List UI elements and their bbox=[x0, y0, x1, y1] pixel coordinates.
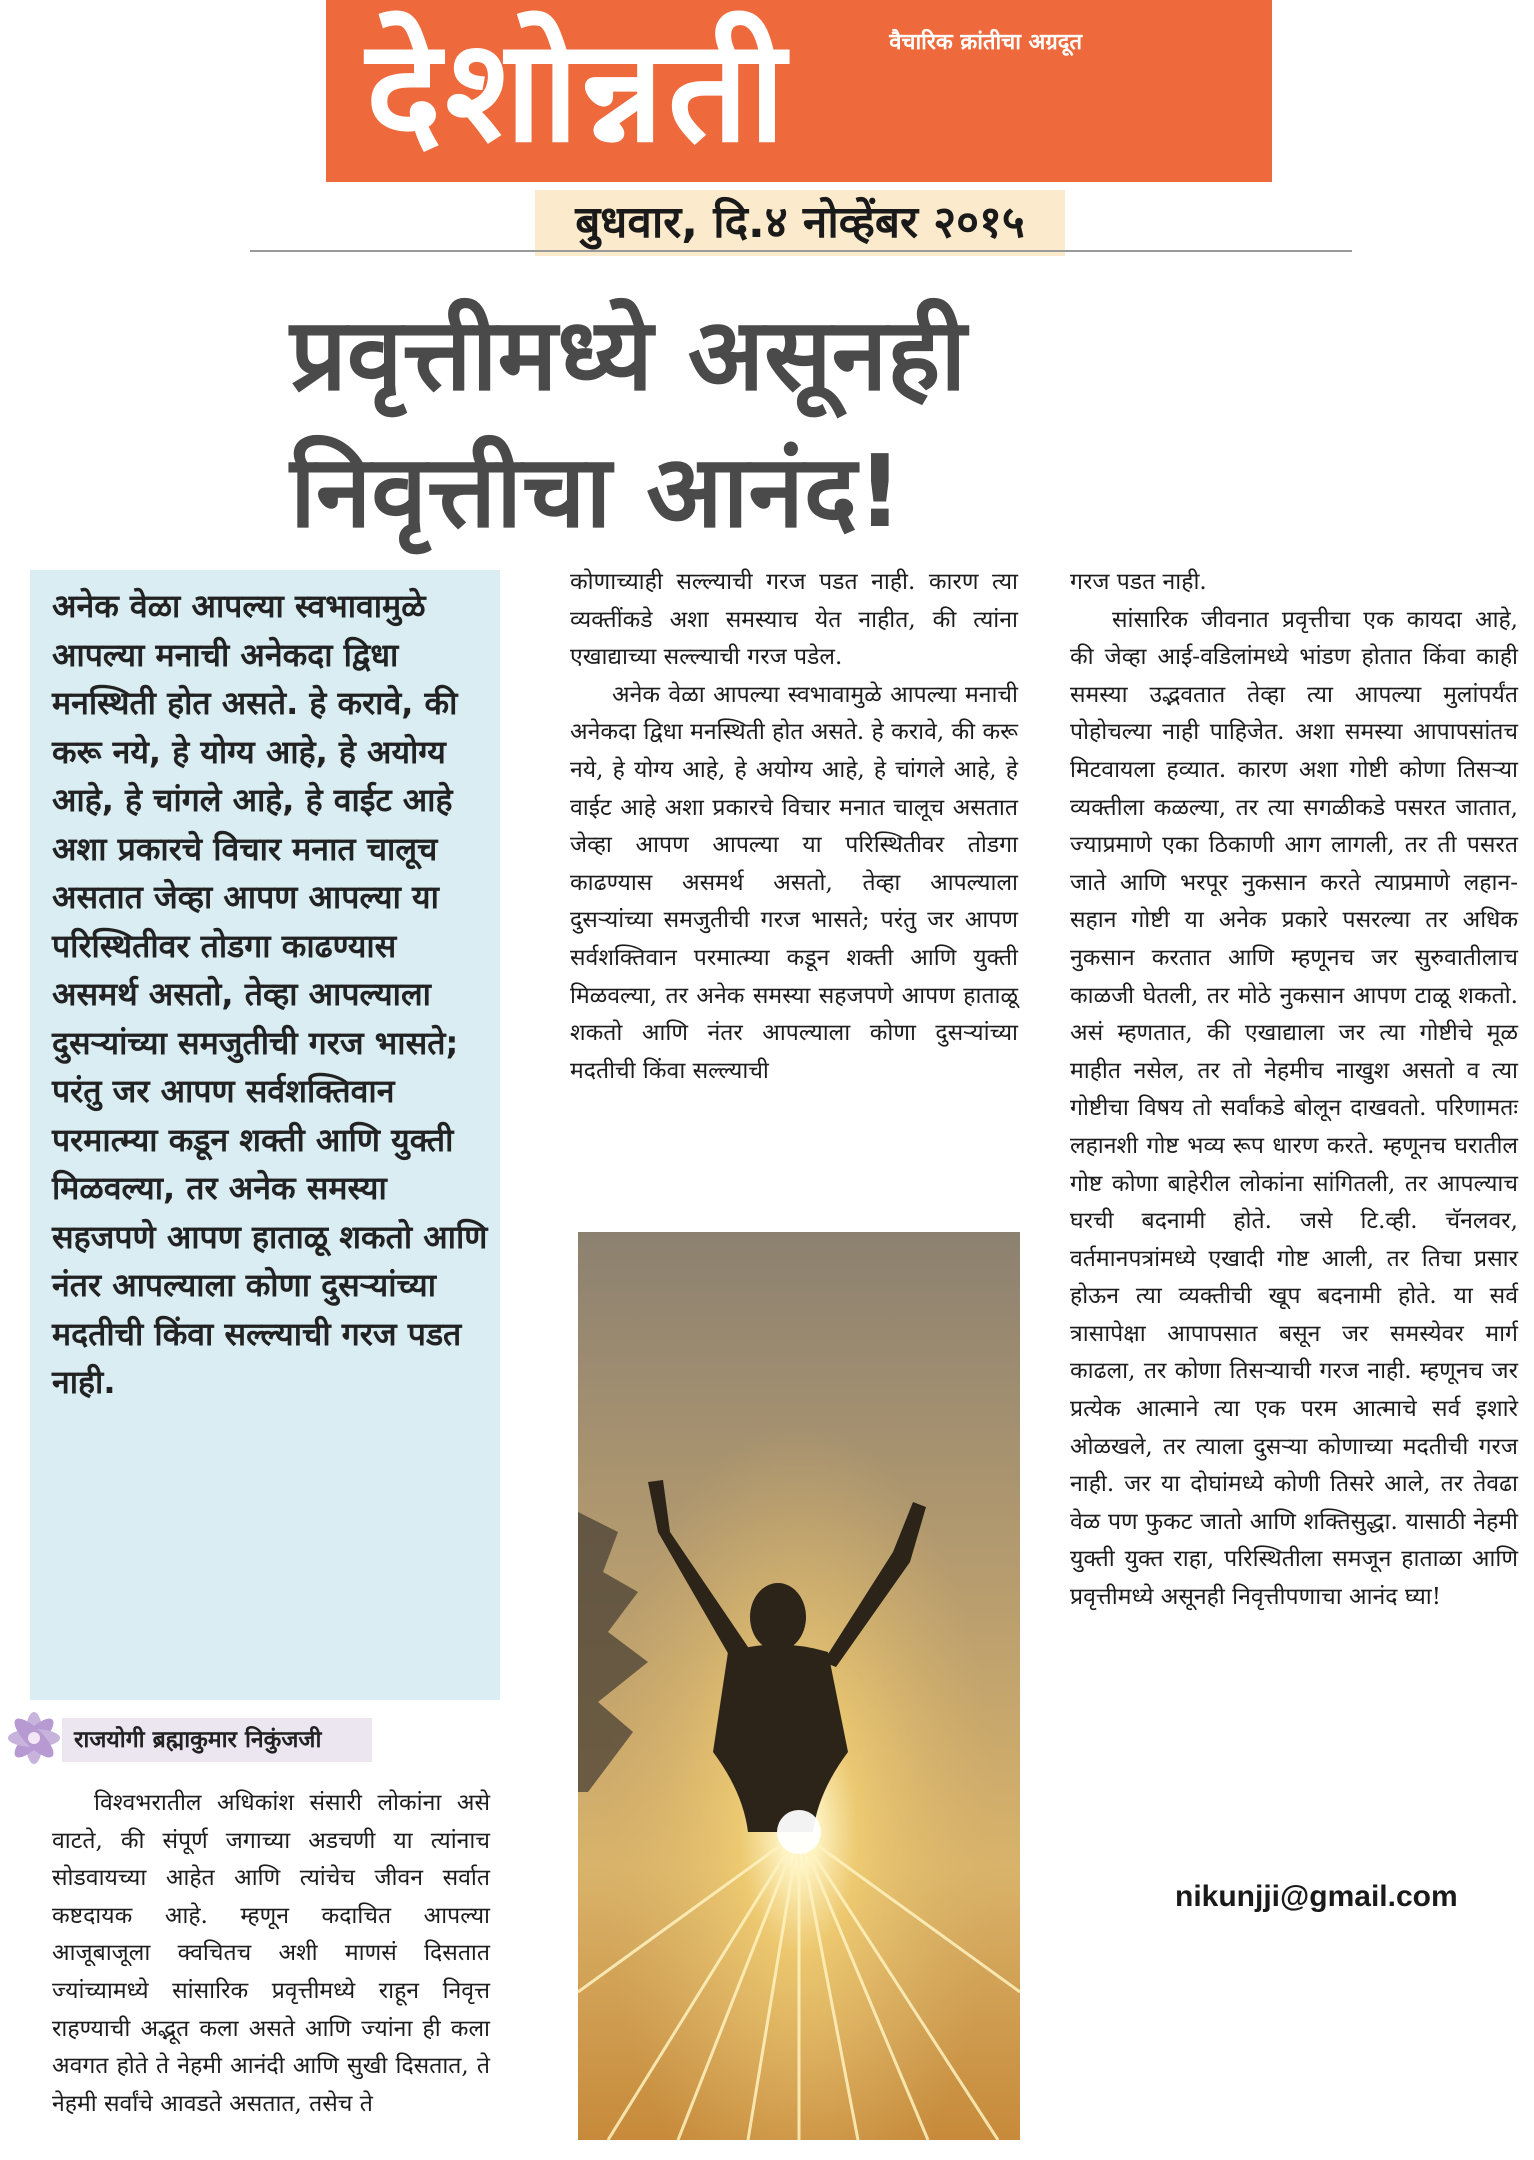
sunrise-silhouette-image bbox=[578, 1232, 1020, 2140]
body-paragraph: कोणाच्याही सल्ल्याची गरज पडत नाही. कारण त्या व्यक्तींकडे अशा समस्याच येत नाहीत, की त्यांना एखाद्याच्या सल्ल्याची गरज पडेल. bbox=[570, 569, 1018, 671]
pull-quote-text: अनेक वेळा आपल्या स्वभावामुळे आपल्या मनाची अनेकदा द्विधा मनस्थिती होत असते. हे करावे, की करू नये, हे योग्य आहे, हे अयोग्य आहे, हे चांगले आहे, हे वाईट आहे अशा प्रकारचे विचार मनात चालूच असतात जेव्हा आपण आपल्या या परिस्थितीवर तोडगा काढण्यास असमर्थ असतो, तेव्हा आपल्याला दुसऱ्यांच्या समजुतीची गरज भासते; परंतु जर आपण सर्वशक्तिवान परमात्म्या कडून शक्ती आणि युक्ती मिळवल्या, तर अनेक समस्या सहजपणे आपण हाताळू शकतो आणि नंतर आपल्याला कोणा दुसऱ्यांच्या मदतीची किंवा सल्ल्याची गरज पडत नाही. bbox=[52, 587, 488, 1401]
headline-line-1: प्रवृत्तीमध्ये असूनही bbox=[290, 296, 967, 413]
newspaper-name: देशोन्नती bbox=[366, 9, 790, 174]
author-email: nikunjji@gmail.com bbox=[1175, 1880, 1458, 1913]
body-column-3 bbox=[1070, 564, 1518, 1617]
header-divider bbox=[250, 250, 1352, 252]
author-byline: राजयोगी ब्रह्माकुमार निकुंजजी bbox=[62, 1718, 372, 1762]
body-paragraph: गरज पडत नाही. bbox=[1070, 569, 1207, 595]
body-paragraph: विश्वभरातील अधिकांश संसारी लोकांना असे वाटते, की संपूर्ण जगाच्या अडचणी या त्यांनाच सोडवायच्या आहेत आणि त्यांचेच जीवन सर्वात कष्टदायक आहे. म्हणून कदाचित आपल्या आजूबाजूला क्वचितच अशी माणसं दिसतात ज्यांच्यामध्ये सांसारिक प्रवृत्तीमध्ये राहून निवृत्त राहण्याची अद्भूत कला असते आणि ज्यांना ही कला अवगत होते ते नेहमी आनंदी आणि सुखी दिसतात, ते नेहमी सर्वांचे आवडते असतात, तसेच ते bbox=[52, 1790, 490, 2117]
body-paragraph: सांसारिक जीवनात प्रवृत्तीचा एक कायदा आहे, की जेव्हा आई-वडिलांमध्ये भांडण होतात किंवा काही समस्या उद्भवतात तेव्हा त्या आपल्या मुलांपर्यंत पोहोचल्या नाही पाहिजेत. अशा समस्या आपापसांतच मिटवायला हव्यात. कारण अशा गोष्टी कोणा तिसऱ्या व्यक्तीला कळल्या, तर त्या सगळीकडे पसरत जातात, ज्याप्रमाणे एका ठिकाणी आग लागली, तर ती पसरत जाते आणि भरपूर नुकसान करते त्याप्रमाणे लहान-सहान गोष्टी या अनेक प्रकारे पसरल्या तर अधिक नुकसान करतात आणि म्हणूनच जर सुरुवातीलाच काळजी घेतली, तर मोठे नुकसान आपण टाळू शकतो. असं म्हणतात, की एखाद्याला जर त्या गोष्टीचे मूळ माहीत नसेल, तर तो नेहमीच नाखुश असतो व त्या गोष्टीचा विषय तो सर्वांकडे बोलून दाखवतो. परिणामतः लहानशी गोष्ट भव्य रूप धारण करते. म्हणूनच घरातील गोष्ट कोणा बाहेरील लोकांना सांगितली, तर आपल्याच घरची बदनामी होते. जसे टि.व्ही. चॅनलवर, वर्तमानपत्रांमध्ये एखादी गोष्ट आली, तर तिचा प्रसार होऊन त्या व्यक्तीची खूप बदनामी होते. या सर्व त्रासापेक्षा आपापसात बसून जर समस्येवर मार्ग काढला, तर कोणा तिसऱ्याची गरज नाही. म्हणूनच जर प्रत्येक आत्माने त्या एक परम आत्माचे सर्व इशारे ओळखले, तर त्याला दुसऱ्या कोणाच्या मदतीची गरज नाही. जर या दोघांमध्ये कोणी तिसरे आले, तर तेवढा वेळ पण फुकट जातो आणि शक्तिसुद्धा. यासाठी नेहमी युक्ती युक्त राहा, परिस्थितीला समजून हाताळा आणि प्रवृत्तीमध्ये असूनही निवृत्तीपणाचा आनंद घ्या! bbox=[1070, 606, 1518, 1611]
article-photo bbox=[578, 1232, 1020, 2140]
headline-line-2: निवृत्तीचा आनंद! bbox=[290, 433, 903, 550]
body-paragraph: अनेक वेळा आपल्या स्वभावामुळे आपल्या मनाची अनेकदा द्विधा मनस्थिती होत असते. हे करावे, की करू नये, हे योग्य आहे, हे अयोग्य आहे, हे चांगले आहे, हे वाईट आहे अशा प्रकारचे विचार मनात चालूच असतात जेव्हा आपण आपल्या या परिस्थितीवर तोडगा काढण्यास असमर्थ असतो, तेव्हा आपल्याला दुसऱ्यांच्या समजुतीची गरज भासते; परंतु जर आपण सर्वशक्तिवान परमात्म्या कडून शक्ती आणि युक्ती मिळवल्या, तर अनेक समस्या सहजपणे आपण हाताळू शकतो आणि नंतर आपल्याला कोणा दुसऱ्यांच्या मदतीची किंवा सल्ल्याची bbox=[570, 681, 1018, 1084]
issue-date: बुधवार, दि.४ नोव्हेंबर २०१५ bbox=[535, 190, 1065, 256]
body-column-2 bbox=[570, 564, 1018, 1090]
masthead-banner bbox=[326, 0, 1272, 182]
pull-quote-box bbox=[30, 570, 500, 1700]
flower-icon bbox=[0, 1700, 70, 1775]
newspaper-tagline: वैचारिक क्रांतीचा अग्रदूत bbox=[889, 30, 1082, 55]
body-column-1 bbox=[52, 1785, 490, 2123]
